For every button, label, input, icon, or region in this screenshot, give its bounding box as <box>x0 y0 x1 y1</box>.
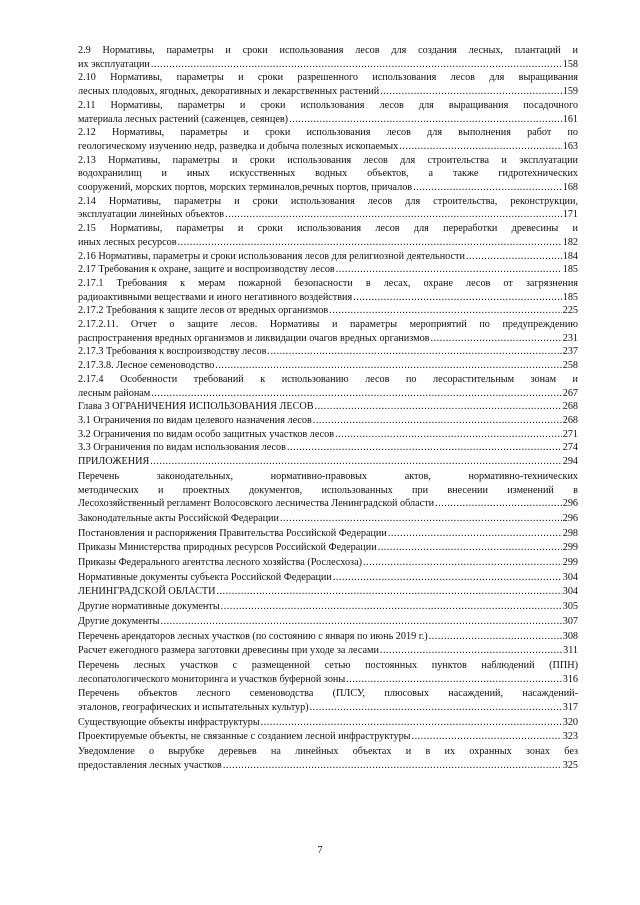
toc-page-number: 316 <box>562 673 578 685</box>
toc-entry-text: Другие документы <box>78 615 160 627</box>
toc-entry[interactable] <box>78 571 578 585</box>
toc-entry-text: материала лесных растений (саженцев, сеянцев) <box>78 113 289 125</box>
toc-entry[interactable] <box>78 414 578 428</box>
toc-entry-text: 2.10 Нормативы, параметры и сроки разрешенного использования лесов для выращивания <box>78 72 578 84</box>
toc-entry[interactable] <box>78 428 578 442</box>
toc-page-number: 294 <box>562 456 578 468</box>
toc-entry-text: 2.14 Нормативы, параметры и сроки использования лесов для строительства, реконструкции, <box>78 195 578 207</box>
toc-entry-text: радиоактивными веществами и иного негативного воздействия <box>78 291 353 303</box>
toc-page-number: 307 <box>562 615 578 627</box>
dot-leader <box>267 345 561 359</box>
toc-entry[interactable] <box>78 687 578 714</box>
toc-entry[interactable] <box>78 556 578 570</box>
toc-page-number: 323 <box>562 731 578 743</box>
toc-entry-text: Расчет ежегодного размера заготовки древесины при уходе за лесами <box>78 645 379 657</box>
toc-page-number: 258 <box>562 360 578 372</box>
dot-leader <box>216 585 561 599</box>
toc-page-number: 184 <box>562 250 578 262</box>
toc-entry-text: лесным районам <box>78 387 151 399</box>
toc-entry[interactable] <box>78 359 578 373</box>
toc-entry[interactable] <box>78 470 578 511</box>
toc-entry-text: Перечень объектов лесного семеноводства (ПЛСУ, плюсовых насаждений, насаждений- <box>78 688 578 700</box>
toc-page-number: 296 <box>562 498 578 510</box>
toc-page-number: 274 <box>562 442 578 454</box>
toc-page-number: 304 <box>562 586 578 598</box>
page-number: 7 <box>317 845 323 856</box>
toc-entry-text: 2.17 Требования к охране, защите и воспроизводству лесов <box>78 264 335 276</box>
toc-entry-text: Перечень лесных участков с размещенной сетью постоянных пунктов наблюдений (ППН) <box>78 659 578 671</box>
toc-page-number: 325 <box>562 759 578 771</box>
toc-entry[interactable] <box>78 126 578 153</box>
toc-entry[interactable] <box>78 512 578 526</box>
toc-entry-text: распространения вредных организмов и ликвидации очагов вредных организмов <box>78 332 430 344</box>
toc-page-number: 299 <box>562 542 578 554</box>
dot-leader <box>310 701 562 715</box>
toc-entry[interactable] <box>78 455 578 469</box>
toc-entry-text: 2.15 Нормативы, параметры и сроки использования лесов для переработки древесины и <box>78 223 578 235</box>
toc-entry[interactable] <box>78 644 578 658</box>
toc-entry[interactable] <box>78 304 578 318</box>
dot-leader <box>388 527 562 541</box>
toc-page-number: 161 <box>562 113 578 125</box>
toc-page-number: 185 <box>562 291 578 303</box>
toc-entry-text: Уведомление о вырубке деревьев на линейных объектах и в их охранных зонах без <box>78 746 578 758</box>
dot-leader <box>178 236 562 250</box>
toc-entry-text: Постановления и распоряжения Правительства Российской Федерации <box>78 527 387 539</box>
dot-leader <box>336 263 562 277</box>
toc-entry-text: лесопатологического мониторинга и участков буферной зоны <box>78 673 346 685</box>
dot-leader <box>430 332 561 346</box>
toc-page-number: 171 <box>562 209 578 221</box>
toc-entry-text: 3.1 Ограничения по видам целевого назначения лесов <box>78 414 312 426</box>
toc-entry-text: Перечень арендаторов лесных участков (по состоянию с января по июнь 2019 г.) <box>78 630 428 642</box>
toc-entry-text: 3.3 Ограничения по видам использования лесов <box>78 442 286 454</box>
toc-page-number: 271 <box>562 428 578 440</box>
toc-entry[interactable] <box>78 615 578 629</box>
toc-entry-text: 3.2 Ограничения по видам особо защитных участков лесов <box>78 428 335 440</box>
dot-leader <box>261 716 562 730</box>
dot-leader <box>353 291 562 305</box>
toc-entry-text: предоставления лесных участков <box>78 759 222 771</box>
toc-entry-text: Перечень законодательных, нормативно-правовых актов, нормативно-технических <box>78 470 578 482</box>
dot-leader <box>412 730 562 744</box>
toc-entry[interactable] <box>78 154 578 195</box>
toc-page-number: 308 <box>562 630 578 642</box>
toc-entry[interactable] <box>78 745 578 772</box>
toc-entry-text: Проектируемые объекты, не связанные с созданием лесной инфраструктуры <box>78 731 411 743</box>
dot-leader <box>429 630 562 644</box>
toc-entry-text: 2.17.1 Требования к мерам пожарной безопасности в лесах, охране лесов от загрязнения <box>78 277 578 289</box>
toc-page-number: 268 <box>562 414 578 426</box>
dot-leader <box>223 759 562 773</box>
toc-entry[interactable] <box>78 600 578 614</box>
dot-leader <box>160 615 561 629</box>
toc-entry[interactable] <box>78 99 578 126</box>
toc-entry-text: геологическому изучению недр, разведка и добыча полезных ископаемых <box>78 140 399 152</box>
toc-page-number: 159 <box>562 86 578 98</box>
toc-entry-text: их эксплуатации <box>78 58 150 70</box>
toc-entry-text: сооружений, морских портов, морских терминалов,речных портов, причалов <box>78 182 413 194</box>
toc-entry-text: ЛЕНИНГРАДСКОЙ ОБЛАСТИ <box>78 586 216 598</box>
toc-entry-text: методических и проектных документов, использованных при внесении изменений в <box>78 484 578 496</box>
toc-entry-text: водохранилищ и иных искусственных водных объектов, а также гидротехнических <box>78 168 578 180</box>
toc-entry-text: Другие нормативные документы <box>78 601 220 613</box>
toc-page-number: 225 <box>562 305 578 317</box>
dot-leader <box>313 414 562 428</box>
toc-entry[interactable] <box>78 250 578 264</box>
toc-entry-text: Глава 3 ОГРАНИЧЕНИЯ ИСПОЛЬЗОВАНИЯ ЛЕСОВ <box>78 401 314 413</box>
toc-entry[interactable] <box>78 195 578 222</box>
toc-entry[interactable] <box>78 318 578 345</box>
dot-leader <box>435 497 562 511</box>
toc-entry-text: Лесохозяйственный регламент Волосовского лесничества Ленинградской области <box>78 498 435 510</box>
dot-leader <box>225 208 562 222</box>
dot-leader <box>221 600 562 614</box>
dot-leader <box>399 140 561 154</box>
toc-entry-text: Законодательные акты Российской Федерации <box>78 512 279 524</box>
toc-entry-text: 2.17.2.11. Отчет о защите лесов. Нормативы и параметры мероприятий по предупреждению <box>78 319 578 331</box>
toc-page-number: 163 <box>562 140 578 152</box>
toc-entry[interactable] <box>78 373 578 400</box>
toc-entry[interactable] <box>78 263 578 277</box>
toc-entry-text: 2.17.3.8. Лесное семеноводство <box>78 360 215 372</box>
toc-page-number: 311 <box>563 645 578 657</box>
dot-leader <box>333 571 562 585</box>
dot-leader <box>329 304 562 318</box>
toc-entry-text: Нормативные документы субъекта Российской Федерации <box>78 571 332 583</box>
toc-entry[interactable] <box>78 222 578 249</box>
toc-page-number: 182 <box>562 236 578 248</box>
toc-entry-text: 2.17.2 Требования к защите лесов от вредных организмов <box>78 305 329 317</box>
toc-entry-text: Приказы Министерства природных ресурсов Российской Федерации <box>78 542 377 554</box>
dot-leader <box>380 85 562 99</box>
toc-entry[interactable] <box>78 630 578 644</box>
toc-entry-text: 2.17.4 Особенности требований к использованию лесов по лесорастительным зонам и <box>78 373 578 385</box>
dot-leader <box>289 113 562 127</box>
dot-leader <box>150 455 561 469</box>
toc-entry-text: 2.9 Нормативы, параметры и сроки использования лесов для создания лесных, плантаций и <box>78 45 578 56</box>
dot-leader <box>215 359 561 373</box>
toc-entry-text: 2.16 Нормативы, параметры и сроки использования лесов для религиозной деятельности <box>78 250 465 262</box>
toc-entry[interactable] <box>78 585 578 599</box>
toc-page-number: 231 <box>562 332 578 344</box>
toc-entry[interactable] <box>78 44 578 71</box>
dot-leader <box>151 58 562 72</box>
toc-entry[interactable] <box>78 527 578 541</box>
toc-entry[interactable] <box>78 400 578 414</box>
toc-page-number: 296 <box>562 512 578 524</box>
toc-entry[interactable] <box>78 345 578 359</box>
toc-page-number: 299 <box>562 557 578 569</box>
toc-entry[interactable] <box>78 541 578 555</box>
toc-entry-text: 2.11 Нормативы, параметры и сроки использования лесов для выращивания посадочного <box>78 99 578 111</box>
toc-entry[interactable] <box>78 441 578 455</box>
toc-entry-text: 2.12 Нормативы, параметры и сроки использования лесов для выполнения работ по <box>78 127 578 139</box>
dot-leader <box>315 400 562 414</box>
toc-entry[interactable] <box>78 730 578 744</box>
dot-leader <box>287 441 562 455</box>
toc-page-number: 237 <box>562 346 578 358</box>
toc-entry-text: эксплуатации линейных объектов <box>78 209 225 221</box>
toc-entry[interactable] <box>78 716 578 730</box>
dot-leader <box>363 556 562 570</box>
toc-entry-text: ПРИЛОЖЕНИЯ <box>78 456 150 468</box>
toc-page-number: 158 <box>562 58 578 70</box>
dot-leader <box>413 181 562 195</box>
toc-page-number: 320 <box>562 716 578 728</box>
toc-entry-text: иных лесных ресурсов <box>78 236 177 248</box>
dot-leader <box>280 512 562 526</box>
dot-leader <box>466 250 562 264</box>
toc-entry[interactable] <box>78 277 578 304</box>
dot-leader <box>378 541 562 555</box>
toc-entry-text: лесных плодовых, ягодных, декоративных и лекарственных растений <box>78 86 380 98</box>
dot-leader <box>335 428 562 442</box>
toc-page-number: 185 <box>562 264 578 276</box>
toc-entry[interactable] <box>78 71 578 98</box>
toc-page-number: 304 <box>562 571 578 583</box>
toc-page-number: 305 <box>562 601 578 613</box>
toc-page-number: 298 <box>562 527 578 539</box>
toc-page-number: 267 <box>562 387 578 399</box>
toc-entry-text: эталонов, географических и испытательных культур) <box>78 702 309 714</box>
toc-entry-text: 2.17.3 Требования к воспроизводству лесов <box>78 346 267 358</box>
toc-entry-text: 2.13 Нормативы, параметры и сроки использования лесов для строительства и эксплуатации <box>78 154 578 166</box>
toc-entry[interactable] <box>78 659 578 686</box>
dot-leader <box>346 673 561 687</box>
toc-page-number: 268 <box>562 401 578 413</box>
table-of-contents <box>78 44 578 773</box>
toc-entry-text: Существующие объекты инфраструктуры <box>78 716 260 728</box>
dot-leader <box>151 387 561 401</box>
toc-page-number: 168 <box>562 182 578 194</box>
toc-entry-text: Приказы Федерального агентства лесного хозяйства (Рослесхоза) <box>78 557 362 569</box>
dot-leader <box>380 644 562 658</box>
toc-page-number: 317 <box>562 702 578 714</box>
